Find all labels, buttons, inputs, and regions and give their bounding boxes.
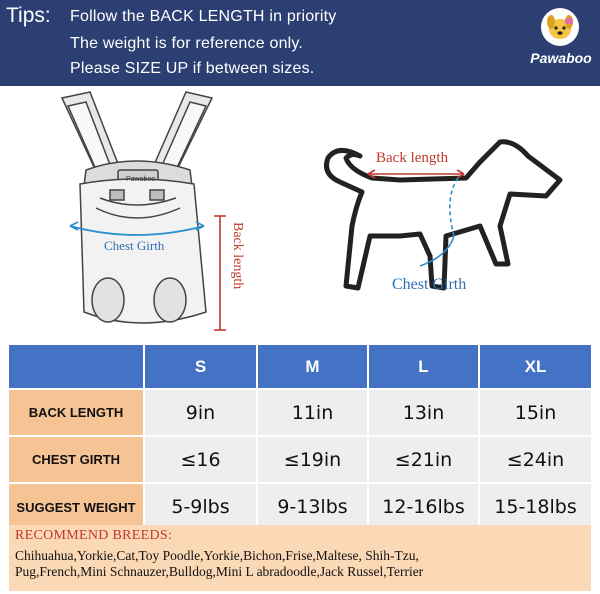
carrier-brand-tag: Pawaboo xyxy=(126,176,156,183)
table-cell: 11in xyxy=(258,390,369,435)
tip-line-1: Follow the BACK LENGTH in priority xyxy=(70,8,337,25)
tip-line-3: Please SIZE UP if between sizes. xyxy=(70,60,315,77)
table-row xyxy=(9,388,591,435)
table-cell: 12-16lbs xyxy=(369,484,480,530)
dog-back-length-label: Back length xyxy=(376,150,449,166)
brand-logo xyxy=(528,6,594,76)
table-cell: ≤19in xyxy=(258,437,369,482)
tips-header xyxy=(0,0,600,86)
tip-line-2: The weight is for reference only. xyxy=(70,35,304,52)
size-table xyxy=(9,345,591,530)
table-cell: ≤21in xyxy=(369,437,480,482)
measurement-illustration xyxy=(0,86,600,344)
row-label-chest-girth: CHEST GIRTH xyxy=(9,437,145,482)
dog-face-icon xyxy=(541,8,579,46)
table-header-xl: XL xyxy=(524,356,547,376)
row-label-suggest-weight: SUGGEST WEIGHT xyxy=(9,484,145,530)
brand-name: Pawaboo xyxy=(530,50,592,66)
table-header-row xyxy=(9,345,591,388)
table-header-m: M xyxy=(258,345,369,388)
table-cell: 9-13lbs xyxy=(258,484,369,530)
row-label-back-length: BACK LENGTH xyxy=(9,390,145,435)
recommend-breeds-panel xyxy=(9,525,591,591)
table-row xyxy=(9,482,591,530)
tips-label: Tips: xyxy=(6,4,51,27)
chest-arrow-left-head xyxy=(70,222,78,230)
breeds-line-2: Pug,French,Mini Schnauzer,Bulldog,Mini L abradoodle,Jack Russel,Terrier xyxy=(15,564,424,579)
breeds-title: RECOMMEND BREEDS: xyxy=(15,528,173,543)
table-row xyxy=(9,435,591,482)
carrier-chest-girth-label: Chest Girth xyxy=(104,238,165,253)
table-cell: ≤16 xyxy=(145,437,258,482)
carrier-drawing xyxy=(62,92,212,323)
dog-chest-girth-loop xyxy=(450,178,458,236)
carrier-back-length-label: Back length xyxy=(230,222,245,290)
table-cell: 9in xyxy=(145,390,258,435)
table-cell: 15-18lbs xyxy=(480,484,591,530)
dog-chest-girth-label: Chest Girth xyxy=(392,276,467,293)
table-cell: 15in xyxy=(480,390,591,435)
table-cell: 13in xyxy=(369,390,480,435)
table-header-corner xyxy=(9,345,145,388)
table-header-s: S xyxy=(145,345,258,388)
table-header-l: L xyxy=(369,345,480,388)
table-cell: 5-9lbs xyxy=(145,484,258,530)
table-cell: ≤24in xyxy=(480,437,591,482)
breeds-line-1: Chihuahua,Yorkie,Cat,Toy Poodle,Yorkie,Bichon,Frise,Maltese, Shih-Tzu, xyxy=(15,548,419,563)
